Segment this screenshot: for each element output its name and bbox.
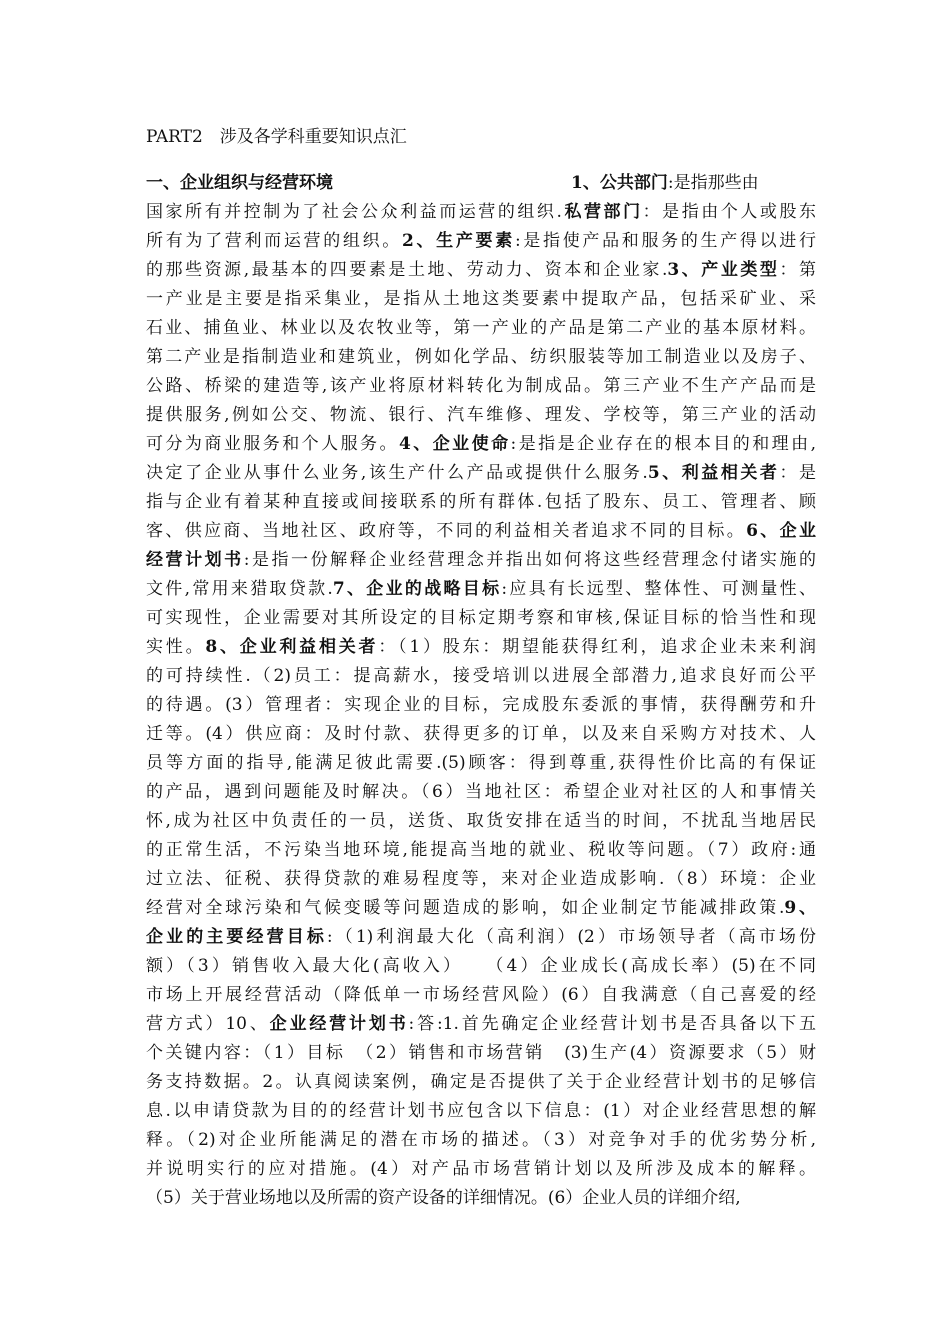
- bold-term: 经营计划书: [146, 550, 244, 570]
- text-line: [146, 749, 816, 778]
- text-run: 过立法、征税、获得贷款的难易程度等，来对企业造成影响.（8）环境：企业: [146, 869, 816, 889]
- text-run: 息.以申请贷款为目的的经营计划书应包含以下信息：(1）对企业经营思想的解: [146, 1101, 816, 1121]
- text-run: ：是: [779, 463, 816, 483]
- bold-term: 企业的主要经营目标: [146, 927, 327, 947]
- bold-term: 3、产业类型: [667, 260, 780, 280]
- text-line: [146, 256, 816, 285]
- text-line: [146, 517, 816, 546]
- text-run: 释。（2)对企业所能满足的潜在市场的描述。（3）对竞争对手的优劣势分析,: [146, 1130, 816, 1150]
- text-run: 务支持数据。2。认真阅读案例，确定是否提供了关于企业经营计划书的足够信: [146, 1072, 816, 1092]
- text-run: 经营对全球污染和气候变暖等问题造成的影响，如企业制定节能减排政策.: [146, 898, 785, 918]
- text-run: ：（1）股东：期望能获得红利，追求企业未来利润: [378, 637, 816, 657]
- text-run: （5）关于营业场地以及所需的资产设备的详细情况。(6）企业人员的详细介绍,: [146, 1188, 741, 1208]
- text-line: [146, 430, 816, 459]
- text-run: 营方式）10、: [146, 1014, 270, 1034]
- text-line: [146, 198, 816, 227]
- text-line: [146, 778, 816, 807]
- text-run: 个关键内容：（1）目标 （2）销售和市场营销 (3)生产(4）资源要求（5）财: [146, 1043, 816, 1063]
- document-body: [146, 169, 816, 1213]
- text-line: [146, 1184, 816, 1213]
- bold-term: 5、利益相关者: [647, 463, 780, 483]
- text-line: [146, 952, 816, 981]
- text-line: [146, 169, 816, 198]
- text-line: [146, 546, 816, 575]
- text-run: 可分为商业服务和个人服务。: [146, 434, 399, 454]
- text-line: [146, 894, 816, 923]
- text-run: 提供服务,例如公交、物流、银行、汽车维修、理发、学校等，第三产业的活动: [146, 405, 816, 425]
- bold-term: 私营部门: [561, 202, 643, 222]
- text-run: 国家所有并控制为了社会公众利益而运营的组织.: [146, 202, 562, 222]
- text-run: :是指那些由: [667, 173, 759, 193]
- text-run: 的那些资源,最基本的四要素是土地、劳动力、资本和企业家.: [146, 260, 668, 280]
- text-line: [146, 662, 816, 691]
- text-run: ：是指由个人或股东: [642, 202, 816, 222]
- bold-term: 7、企业的战略目标: [332, 579, 502, 599]
- document-title: PART2 涉及各学科重要知识点汇: [146, 127, 407, 147]
- text-run: 额）（3）销售收入最大化(高收入） （4）企业成长(高成长率）(5)在不同: [146, 956, 816, 976]
- bold-term: 6、企业: [746, 521, 816, 541]
- text-run: :答:1.首先确定企业经营计划书是否具备以下五: [408, 1014, 816, 1034]
- text-line: [146, 1068, 816, 1097]
- text-line: [146, 604, 816, 633]
- text-run: 石业、捕鱼业、林业以及农牧业等，第一产业的产品是第二产业的基本原材料。: [146, 318, 816, 338]
- text-run: 员等方面的指导,能满足彼此需要.(5)顾客：得到尊重,获得性价比高的有保证: [146, 753, 816, 773]
- text-line: [146, 981, 816, 1010]
- text-line: [146, 865, 816, 894]
- text-line: [146, 372, 816, 401]
- text-run: 市场上开展经营活动（降低单一市场经营风险）(6）自我满意（自己喜爱的经: [146, 985, 816, 1005]
- text-run: 指与企业有着某种直接或间接联系的所有群体.包括了股东、员工、管理者、顾: [146, 492, 816, 512]
- text-run: :是指一份解释企业经营理念并指出如何将这些经营理念付诸实施的: [243, 550, 816, 570]
- text-line: [146, 1097, 816, 1126]
- text-run: :（1)利润最大化（高利润）(2）市场领导者（高市场份: [326, 927, 816, 947]
- text-run: :应具有长远型、整体性、可测量性、: [501, 579, 816, 599]
- text-run: :是指是企业存在的根本目的和理由,: [510, 434, 816, 454]
- bold-term: 1、公共部门: [571, 173, 668, 193]
- bold-term: 2、生产要素: [401, 231, 515, 251]
- text-line: [146, 633, 816, 662]
- text-line: [146, 836, 816, 865]
- text-line: [146, 285, 816, 314]
- text-run: 可实现性，企业需要对其所设定的目标定期考察和审核,保证目标的恰当性和现: [146, 608, 816, 628]
- text-line: [146, 1126, 816, 1155]
- text-line: [146, 343, 816, 372]
- text-run: 的待遇。(3）管理者：实现企业的目标，完成股东委派的事情，获得酬劳和升: [146, 695, 816, 715]
- text-line: [146, 923, 816, 952]
- text-line: [146, 314, 816, 343]
- text-run: 所有为了营利而运营的组织。: [146, 231, 402, 251]
- text-line: [146, 459, 816, 488]
- text-run: 第二产业是指制造业和建筑业，例如化学品、纺织服装等加工制造业以及房子、: [146, 347, 816, 367]
- text-run: 一产业是主要是指采集业，是指从土地这类要素中提取产品，包括采矿业、采: [146, 289, 816, 309]
- text-line: [146, 691, 816, 720]
- text-line: [146, 488, 816, 517]
- text-run: 实性。: [146, 637, 206, 657]
- bold-term: 一、企业组织与经营环境: [146, 173, 333, 193]
- text-line: [146, 807, 816, 836]
- text-line: [146, 227, 816, 256]
- bold-term: 9、: [784, 898, 816, 918]
- text-line: [146, 1039, 816, 1068]
- text-run: 客、供应商、当地社区、政府等，不同的利益相关者追求不同的目标。: [146, 521, 747, 541]
- text-run: 的可持续性.（2)员工：提高薪水，接受培训以进展全部潜力,追求良好而公平: [146, 666, 816, 686]
- bold-term: 4、企业使命: [398, 434, 511, 454]
- text-line: [146, 401, 816, 430]
- text-run: 文件,常用来猎取贷款.: [146, 579, 333, 599]
- text-run: 迁等。(4）供应商：及时付款、获得更多的订单，以及来自采购方对技术、人: [146, 724, 816, 744]
- bold-term: 企业经营计划书: [269, 1014, 409, 1034]
- text-line: [146, 575, 816, 604]
- text-run: 的产品，遇到问题能及时解决。（6）当地社区：希望企业对社区的人和事情关: [146, 782, 816, 802]
- text-run: 公路、桥梁的建造等,该产业将原材料转化为制成品。第三产业不生产产品而是: [146, 376, 816, 396]
- text-run: ：第: [779, 260, 816, 280]
- text-line: [146, 1155, 816, 1184]
- text-run: 并说明实行的应对措施。(4）对产品市场营销计划以及所涉及成本的解释。: [146, 1159, 816, 1179]
- text-line: [146, 720, 816, 749]
- bold-term: 8、企业利益相关者: [205, 637, 379, 657]
- text-run: 怀,成为社区中负责任的一员，送货、取货安排在适当的时间，不扰乱当地居民: [146, 811, 816, 831]
- text-run: :是指使产品和服务的生产得以进行: [514, 231, 816, 251]
- text-line: [146, 1010, 816, 1039]
- text-run: 决定了企业从事什么业务,该生产什么产品或提供什么服务.: [146, 463, 648, 483]
- text-run: 的正常生活，不污染当地环境,能提高当地的就业、税收等问题。（7）政府:通: [146, 840, 816, 860]
